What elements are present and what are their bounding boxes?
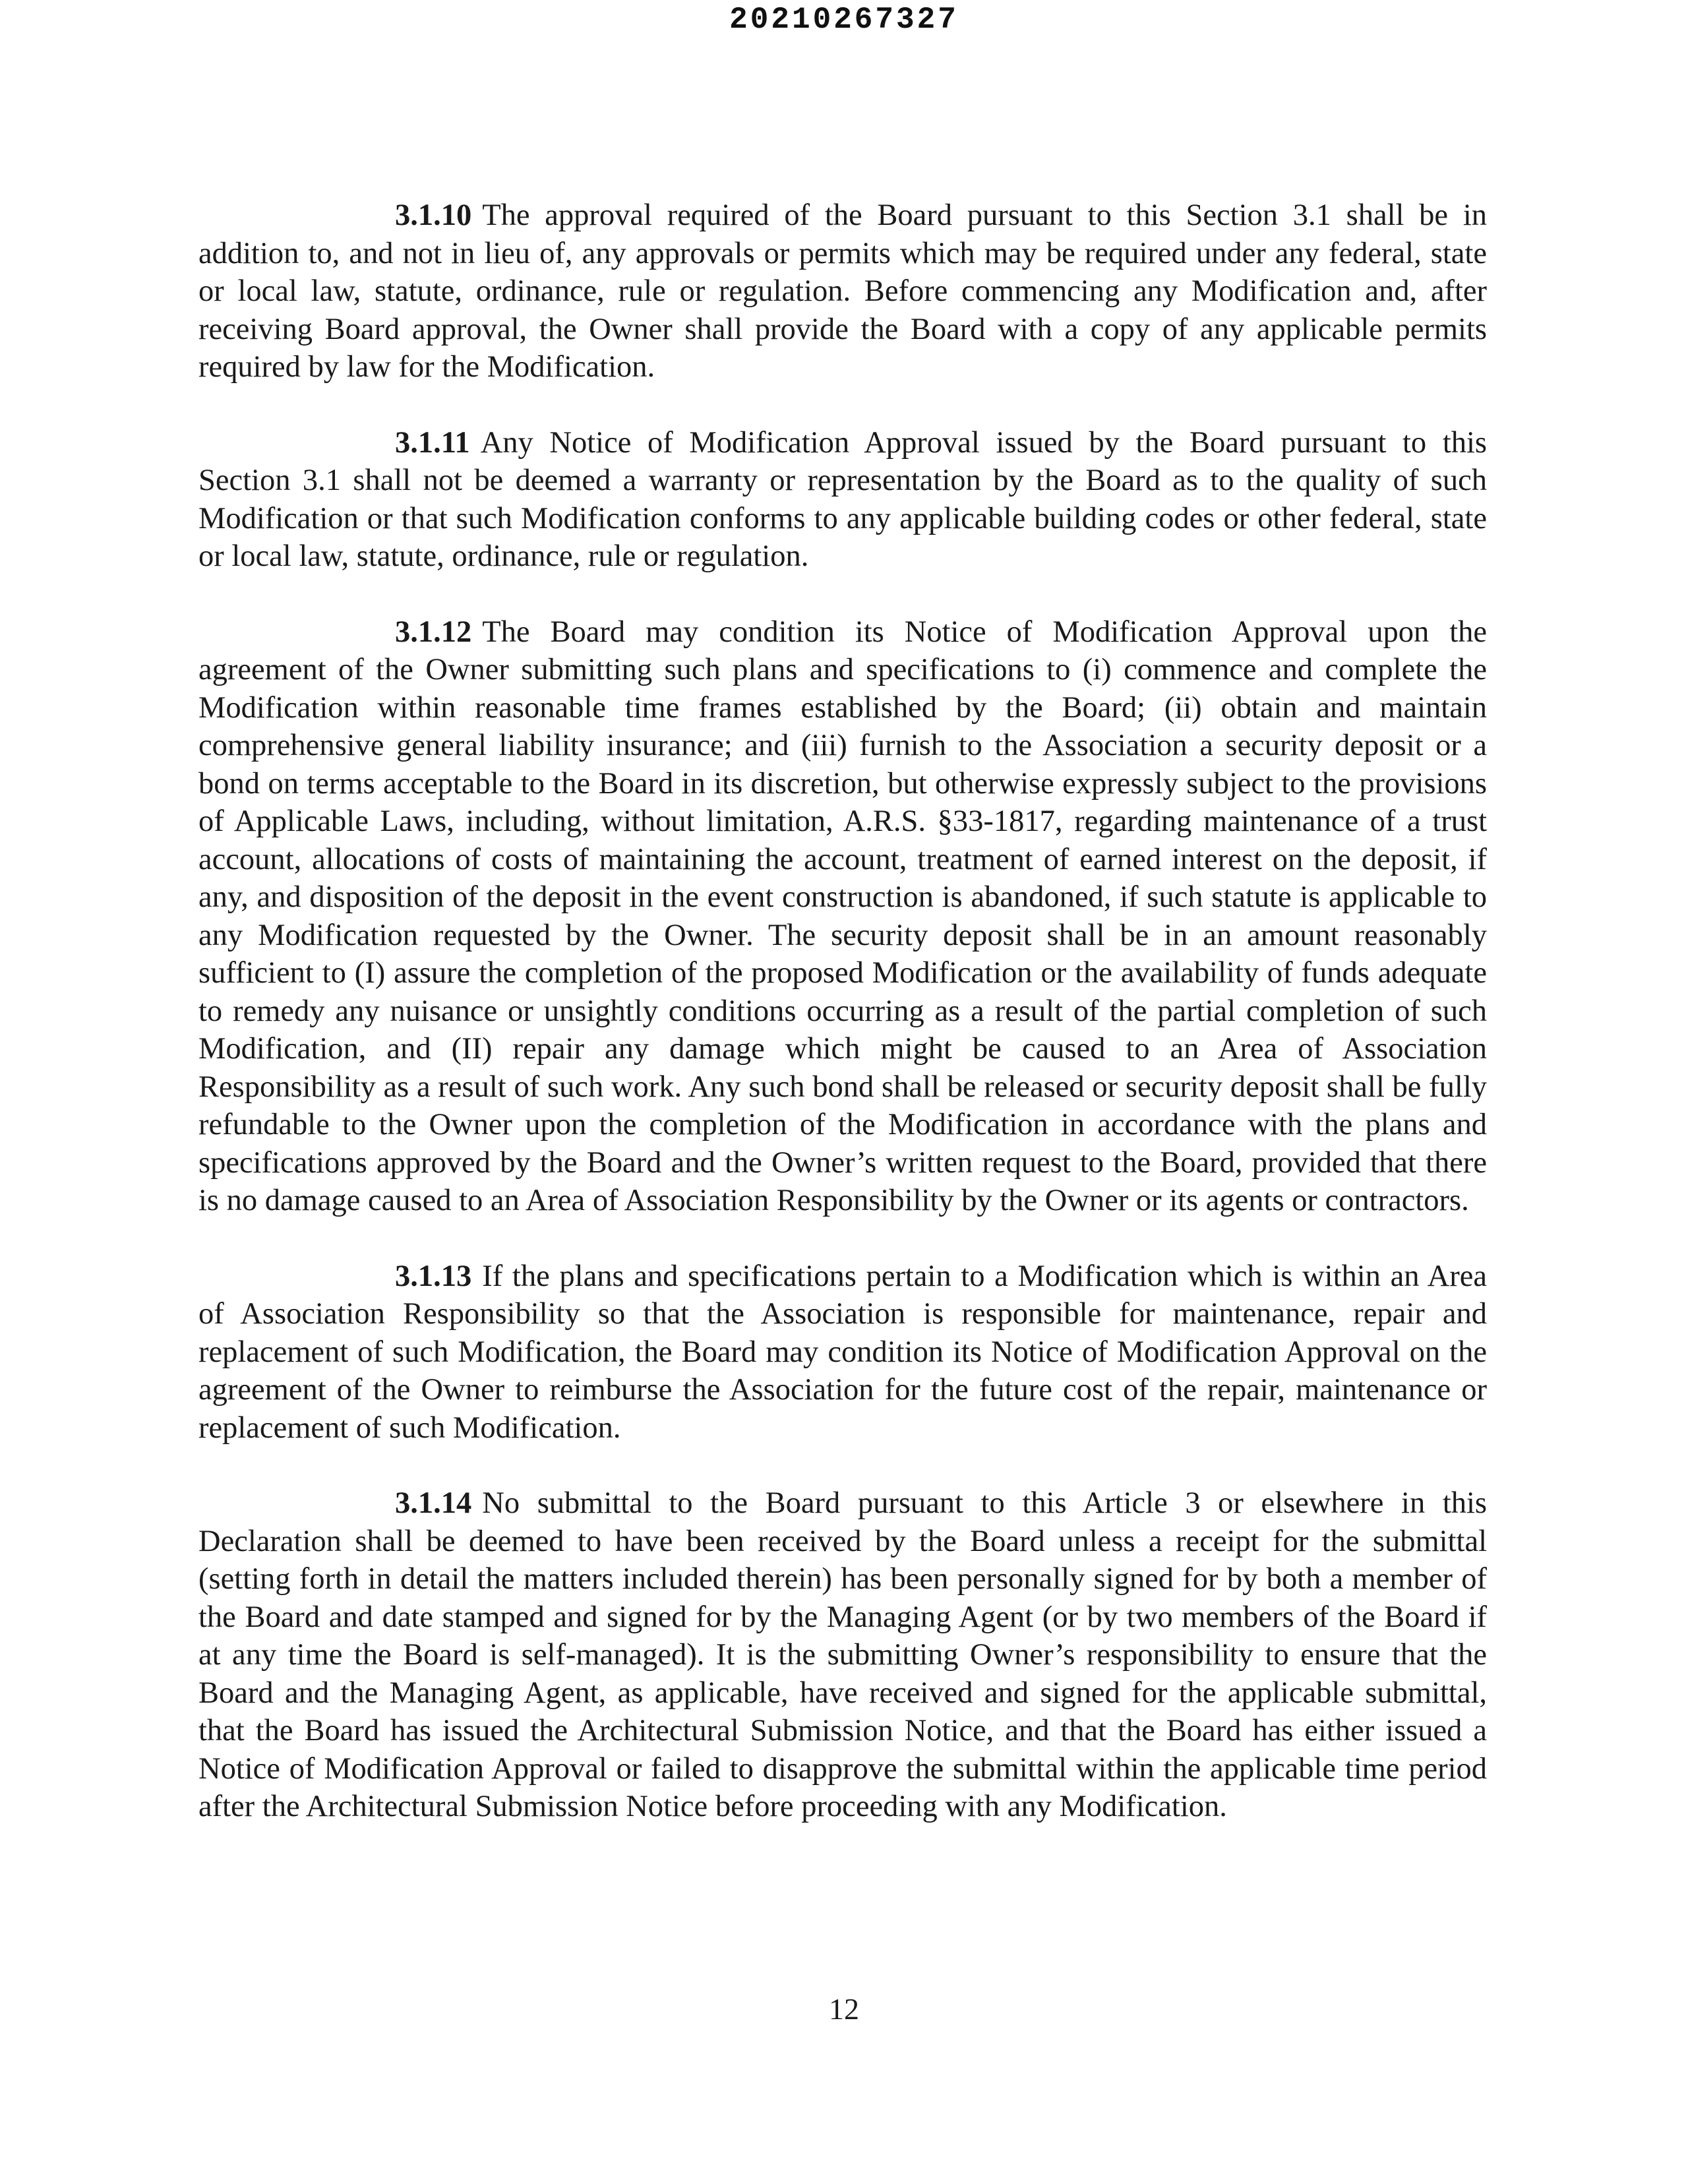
section-number: 3.1.11 xyxy=(395,425,470,460)
section-number: 3.1.12 xyxy=(395,615,472,649)
section-number: 3.1.13 xyxy=(395,1259,472,1293)
paragraph-3-1-14 xyxy=(198,1484,1487,1826)
paragraph-3-1-10 xyxy=(198,197,1487,386)
paragraph-text: Any Notice of Modification Approval issued by the Board pursuant to this Section 3.1 shall not be deemed a warranty or representation by the Board as to the quality of such Modification or that such Modification conforms to any applicable building codes or other federal, state or local law, statute, ordinance, rule or regulation. xyxy=(198,425,1487,573)
paragraph-text: The Board may condition its Notice of Modification Approval upon the agreement of the Owner submitting such plans and specifications to (i) commence and complete the Modification within reasonable time frames established by the Board; (ii) obtain and maintain comprehensive general liability insurance; and (iii) furnish to the Association a security deposit or a bond on terms acceptable to the Board in its discretion, but otherwise expressly subject to the provisions of Applicable Laws, including, without limitation, A.R.S. §33-1817, regarding maintenance of a trust account, allocations of costs of maintaining the account, treatment of earned interest on the deposit, if any, and disposition of the deposit in the event construction is abandoned, if such statute is applicable to any Modification requested by the Owner. The security deposit shall be in an amount reasonably sufficient to (I) assure the completion of the proposed Modification or the availability of funds adequate to remedy any nuisance or unsightly conditions occurring as a result of the partial completion of such Modification, and (II) repair any damage which might be caused to an Area of Association Responsibility as a result of such work. Any such bond shall be released or security deposit shall be fully refundable to the Owner upon the completion of the Modification in accordance with the plans and specifications approved by the Board and the Owner’s written request to the Board, provided that there is no damage caused to an Area of Association Responsibility by the Owner or its agents or contractors. xyxy=(198,615,1487,1217)
section-number: 3.1.10 xyxy=(395,198,472,232)
paragraph-3-1-13 xyxy=(198,1258,1487,1447)
paragraph-text: No submittal to the Board pursuant to this Article 3 or elsewhere in this Declaration shall be deemed to have been received by the Board unless a receipt for the submittal (setting forth in detail the matters included therein) has been personally signed for by both a member of the Board and date stamped and signed for by the Managing Agent (or by two members of the Board if at any time the Board is self-managed). It is the submitting Owner’s responsibility to ensure that the Board and the Managing Agent, as applicable, have received and signed for the applicable submittal, that the Board has issued the Architectural Submission Notice, and that the Board has either issued a Notice of Modification Approval or failed to disapprove the submittal within the applicable time period after the Architectural Submission Notice before proceeding with any Modification. xyxy=(198,1486,1487,1823)
page-number: 12 xyxy=(829,1992,859,2026)
paragraph-text: The approval required of the Board pursuant to this Section 3.1 shall be in addition to, and not in lieu of, any approvals or permits which may be required under any federal, state or local law, statute, ordinance, rule or regulation. Before commencing any Modification and, after receiving Board approval, the Owner shall provide the Board with a copy of any applicable permits required by law for the Modification. xyxy=(198,198,1487,384)
document-body xyxy=(198,197,1487,1864)
document-number: 20210267327 xyxy=(729,3,959,37)
paragraph-3-1-11 xyxy=(198,424,1487,576)
paragraph-text: If the plans and specifications pertain to a Modification which is within an Area of Association Responsibility so that the Association is responsible for maintenance, repair and replacement of such Modification, the Board may condition its Notice of Modification Approval on the agreement of the Owner to reimburse the Association for the future cost of the repair, maintenance or replacement of such Modification. xyxy=(198,1259,1487,1445)
paragraph-3-1-12 xyxy=(198,613,1487,1220)
section-number: 3.1.14 xyxy=(395,1486,472,1520)
